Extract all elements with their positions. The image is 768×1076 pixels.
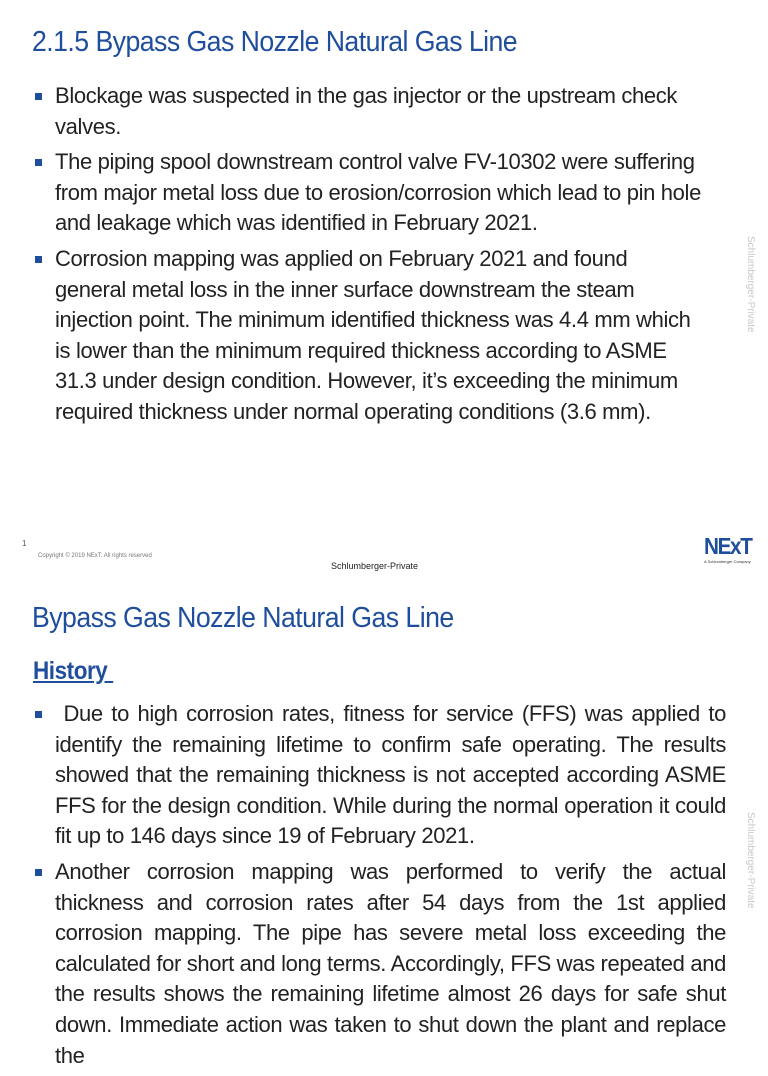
bullet-text: Blockage was suspected in the gas injector or the upstream check valves. — [55, 83, 678, 139]
history-subheading: History — [33, 657, 114, 685]
logo-wordmark: NExT — [704, 533, 752, 559]
slide-1-title: 2.1.5 Bypass Gas Nozzle Natural Gas Line — [32, 26, 518, 58]
bullet-text: The piping spool downstream control valve FV-10302 were suffering from major metal loss due to erosion/corrosion which lead to pin hole and leakage which was identified in February 2021. — [55, 149, 701, 236]
bullet-text: Due to high corrosion rates, fitness for service (FFS) was applied to identify the remaining lifetime to confirm safe operating. The results showed that the remaining thickness is not accepted according ASME FFS for the design condition. While during the normal operation it could fit up to 146 days since 19 of February 2021. — [55, 701, 732, 849]
bullet-item — [32, 81, 704, 142]
square-bullet-icon — [35, 869, 42, 876]
side-classification-label: Schlumberger-Private — [745, 236, 756, 333]
bullet-item — [32, 244, 704, 428]
slide-1-bullet-list — [32, 81, 704, 433]
square-bullet-icon — [35, 93, 42, 100]
bullet-text: Another corrosion mapping was performed to verify the actual thickness and corrosion rates after 54 days from the 1st applied corrosion mapping. The pipe has severe metal loss exceeding the calculated for short and long terms. Accordingly, FFS was repeated and the results shows the remaining lifetime almost 26 days for safe shut down. Immediate action was taken to shut down the plant and replace the — [55, 858, 726, 1068]
footer-classification: Schlumberger-Private — [331, 561, 419, 571]
square-bullet-icon — [35, 159, 42, 166]
square-bullet-icon — [35, 256, 42, 263]
logo-tagline: A Schlumberger Company — [704, 559, 751, 564]
slide-2-title: Bypass Gas Nozzle Natural Gas Line — [32, 602, 454, 634]
bullet-item — [32, 857, 726, 1071]
slide-2 — [0, 582, 768, 1068]
copyright-notice: Copyright © 2019 NExT. All rights reserved — [38, 553, 152, 559]
bullet-item — [32, 699, 732, 852]
next-logo — [704, 534, 756, 570]
square-bullet-icon — [35, 711, 42, 718]
bullet-text: Corrosion mapping was applied on February 2021 and found general metal loss in the inner surface downstream the steam injection point. The minimum identified thickness was 4.4 mm which is lower than the minimum required thickness according to ASME 31.3 under design condition. However, it’s exceeding the minimum required thickness under normal operating conditions (3.6 mm). — [55, 245, 691, 424]
side-classification-label: Schlumberger-Private — [745, 812, 756, 909]
bullet-item — [32, 147, 704, 239]
slide-2-bullet-list — [32, 699, 732, 1076]
page-number: 1 — [22, 539, 27, 548]
